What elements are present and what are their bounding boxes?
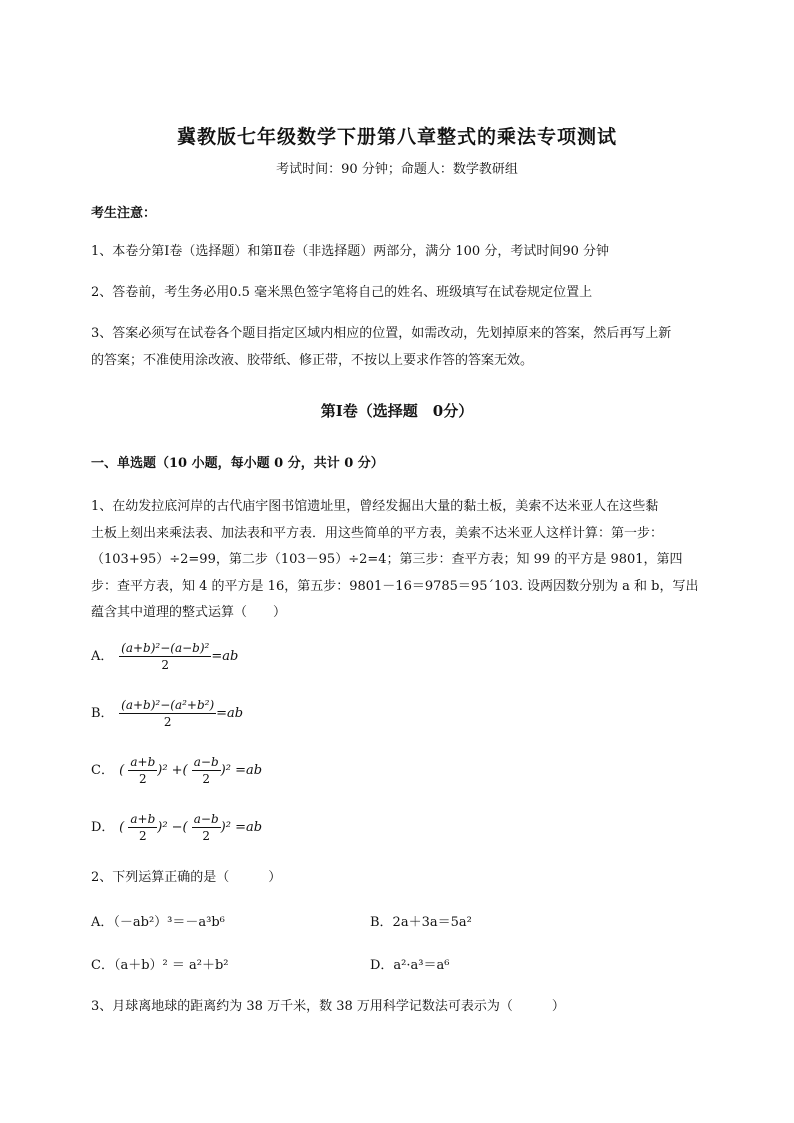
notice-item: 的答案；不准使用涂改液、胶带纸、修正带，不按以上要求作答的答案无效。 [91, 353, 534, 368]
exam-info: 考试时间：90 分钟；命题人：数学教研组 [276, 162, 518, 177]
question-1-line: 土板上刻出来乘法表、加法表和平方表．用这些简单的平方表，美索不达米亚人这样计算：第一步： [91, 525, 664, 541]
fraction-denominator: 2 [161, 658, 170, 672]
equation-rhs: )² =ab [220, 820, 263, 835]
question-2-stem: 2、下列运算正确的是（ ） [91, 870, 282, 885]
question-1-line: 蕴含其中道理的整式运算（ ） [91, 605, 287, 620]
question-1-line: 1、在幼发拉底河岸的古代庙宇图书馆遗址里，曾经发掘出大量的黏土板，美索不达米亚人在这些黏 [91, 499, 659, 514]
question-1-option-a[interactable] [91, 640, 238, 673]
paren: ( [119, 820, 125, 835]
page-title: 冀教版七年级数学下册第八章整式的乘法专项测试 [176, 126, 617, 148]
question-2-option-b[interactable]: B．2a＋3a＝5a² [370, 915, 472, 930]
fraction-denominator: 2 [202, 772, 211, 786]
fraction [128, 754, 157, 787]
question-2-option-a[interactable]: A．（－ab²）³＝－a³b⁶ [91, 915, 225, 930]
fraction-numerator: a−b [193, 812, 219, 826]
fraction-numerator: (a+b)²−(a−b)² [121, 641, 210, 655]
paren: ( [119, 763, 125, 778]
fraction [192, 811, 221, 844]
question-1-line: 步：查平方表，知 4 的平方是 16，第五步：9801－16＝9785＝95´103. 设两因数分别为 a 和 b，写出 [91, 578, 699, 594]
question-1-line: （103+95）÷2=99，第二步（103－95）÷2=4；第三步：查平方表；知 99 的平方是 9801，第四 [91, 552, 683, 567]
question-3-stem: 3、月球离地球的距离约为 38 万千米，数 38 万用科学记数法可表示为（ ） [91, 999, 565, 1014]
notice-item: 2、答卷前，考生务必用0.5 毫米黑色签字笔将自己的姓名、班级填写在试卷规定位置上 [91, 285, 593, 300]
operator: )² +( [157, 763, 188, 778]
question-1-stem [91, 494, 751, 627]
operator: )² −( [157, 820, 188, 835]
fraction [128, 811, 157, 844]
equation-rhs: =ab [211, 649, 239, 664]
fraction-numerator: (a+b)²−(a²+b²) [121, 698, 215, 712]
notice-heading: 考生注意： [91, 206, 157, 221]
fraction-denominator: 2 [202, 829, 211, 843]
fraction-denominator: 2 [138, 772, 147, 786]
question-1-option-c[interactable] [91, 754, 262, 787]
option-label: A． [91, 649, 114, 664]
fraction-numerator: a−b [193, 755, 219, 769]
question-2-option-d[interactable]: D．a²·a³＝a⁶ [370, 958, 450, 973]
notice-item: 3、答案必须写在试卷各个题目指定区域内相应的位置，如需改动，先划掉原来的答案，然后再写上新 [91, 326, 672, 341]
question-1-option-d[interactable] [91, 811, 262, 844]
section-title: 第Ⅰ卷（选择题 0分） [320, 402, 474, 420]
question-1-option-b[interactable] [91, 697, 243, 730]
fraction-denominator: 2 [138, 829, 147, 843]
fraction [119, 640, 211, 673]
equation-rhs: =ab [216, 706, 244, 721]
fraction-numerator: a+b [130, 755, 156, 769]
equation-rhs: )² =ab [220, 763, 263, 778]
part-heading: 一、单选题（10 小题，每小题 0 分，共计 0 分） [91, 456, 384, 471]
option-label: C． [91, 763, 114, 778]
notice-item: 1、本卷分第Ⅰ卷（选择题）和第Ⅱ卷（非选择题）两部分，满分 100 分，考试时间90 分钟 [91, 244, 609, 259]
option-label: B． [91, 706, 114, 721]
option-label: D． [91, 820, 115, 835]
fraction [119, 697, 216, 730]
question-2-option-c[interactable]: C．（a＋b）² ＝ a²＋b² [91, 958, 229, 973]
fraction [192, 754, 221, 787]
fraction-numerator: a+b [130, 812, 156, 826]
fraction-denominator: 2 [163, 715, 172, 729]
